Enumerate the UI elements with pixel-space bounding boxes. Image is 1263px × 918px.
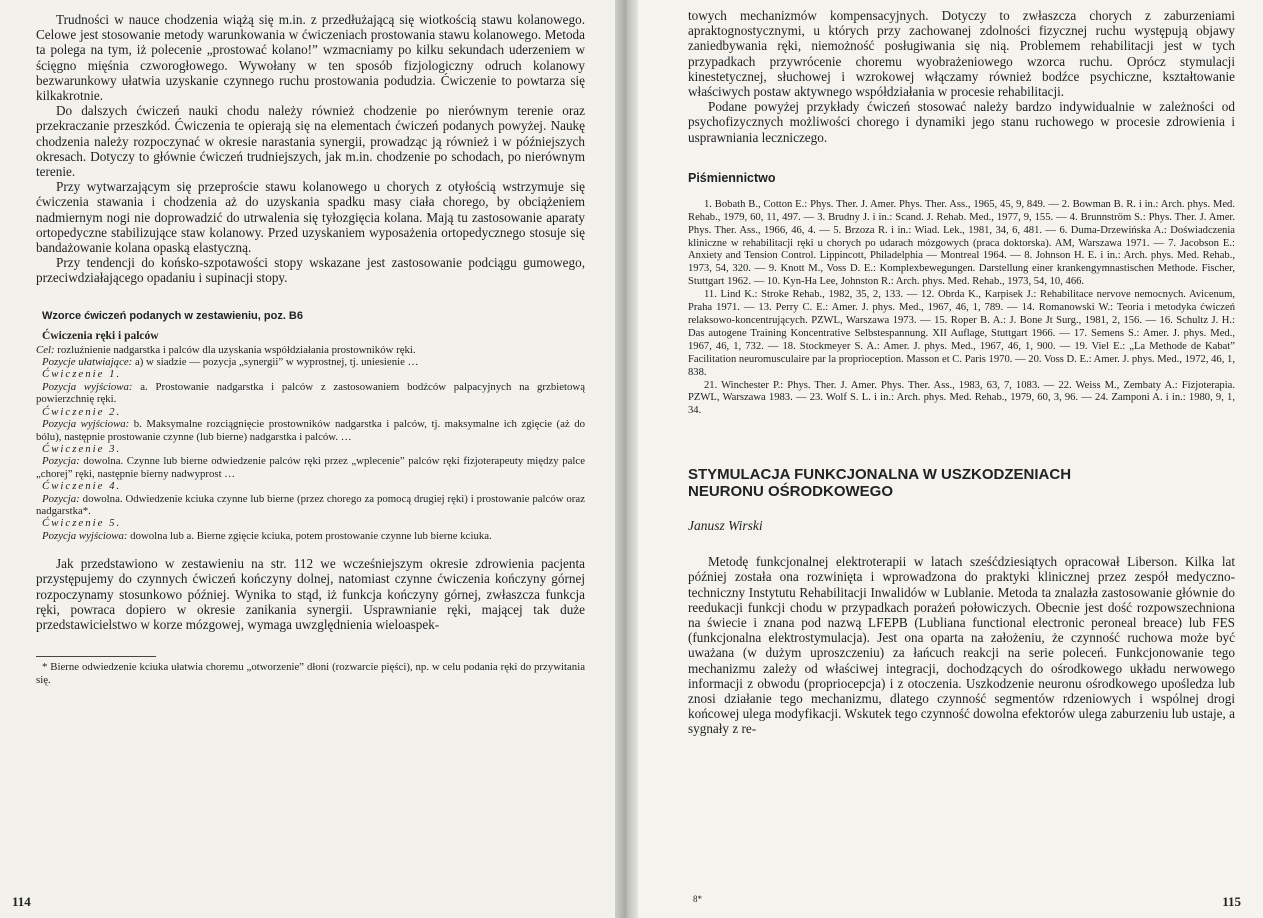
article-title-line: NEURONU OŚRODKOWEGO bbox=[688, 483, 894, 501]
text: dowolna. Odwiedzenie kciuka czynne lub bierne (przez chorego za pomocą drugiej ręki) i prostowanie palców oraz nadgarstka*. bbox=[36, 492, 585, 517]
label: Pozycja: bbox=[42, 492, 80, 505]
section-title: Wzorce ćwiczeń podanych w zestawieniu, poz. B6 bbox=[42, 309, 303, 322]
footnote: * Bierne odwiedzenie kciuka ułatwia choremu „otworzenie” dłoni (rozwarcie pięści), np. w celu podania ręki do przywitania się. bbox=[36, 661, 585, 686]
exercise-text bbox=[36, 381, 585, 406]
exercise-positions bbox=[36, 356, 585, 368]
exercise-text bbox=[36, 493, 585, 518]
paragraph: Podane powyżej przykłady ćwiczeń stosować należy bardzo indywidualnie w zależności od psychofizycznych możliwości chorego i dynamiki jego stanu ruchowego w procesie zdrowienia i usprawniania leczniczego. bbox=[688, 99, 1235, 145]
label: Pozycja: bbox=[42, 455, 80, 468]
paragraph: Przy tendencji do końsko-szpotawości stopy wskazane jest zastosowanie podciągu gumowego, przeciwdziałającego opadaniu i supinacji stopy. bbox=[36, 255, 585, 286]
paragraph: Jak przedstawiono w zestawieniu na str. 112 we wcześniejszym okresie zdrowienia pacjenta przystępujemy do czynnych ćwiczeń kończyny dolnej, natomiast czynne ćwiczenia kończyny górnej rozpoczynamy stosunkowo później. Wynika to stąd, iż funkcja kończyny górnej, zwłaszcza funkcja ręki, powraca dopiero w okresie zanikania synergii. Usprawnianie ręki, mającej tak duże przedstawicielstwo w korze mózgowej, wymaga uwzględnienia wieloaspek- bbox=[36, 556, 585, 632]
label: Pozycje ułatwiające: bbox=[42, 356, 133, 369]
text: dowolna. Czynne lub bierne odwiedzenie palców ręki przez „wplecenie” palców ręki fizjoterapeuty między palce „chorej” ręki, następnie bierny nadwyprost … bbox=[36, 455, 585, 480]
label: Pozycja wyjściowa: bbox=[42, 380, 133, 393]
paragraph: Do dalszych ćwiczeń nauki chodu należy również chodzenie po nierównym terenie oraz przekraczanie przeszkód. Ćwiczenia te opierają się na elementach ćwiczeń podanych powyżej. Naukę chodzenia należy rozpoczynać w okresie narastania synergii, prowadząc ją również i w późniejszych okresach. Dotyczy to głównie ćwiczeń trudniejszych, jak m.in. chodzenie po schodach, po nierównym terenie. bbox=[36, 103, 585, 180]
references-title: Piśmiennictwo bbox=[688, 170, 776, 185]
exercise-goal bbox=[36, 344, 585, 356]
text: dowolna lub a. Bierne zgięcie kciuka, potem prostowanie czynne lub bierne kciuka. bbox=[130, 529, 492, 542]
label: Cel: bbox=[36, 343, 55, 356]
exercise-heading bbox=[36, 443, 585, 455]
label: Ćwiczenie 4. bbox=[42, 480, 122, 493]
references: 1. Bobath B., Cotton E.: Phys. Ther. J. Amer. Phys. Ther. Ass., 1965, 45, 9, 849. — 2. Bowman B. R. i in.: Arch. phys. Med. Rehab., 1979, 60, 11, 497. — 3. Brudny J. i in.: Scand. J. Rehab. Med., 1977, 9, 155. — 4. Brunnström S.: Phys. Ther. J. Amer. Phys. Ther. Ass., 1966, 46, 4. — 5. Brzoza R. i in.: Wiad. Lek., 1981, 34, 6, 481. — 6. Duma-Drzewińska A.: Doświadczenia kliniczne w rehabilitacji ręki u chorych po udarach mózgowych (praca doktorska). AM, Warszawa 1971. — 7. Jacobson E.: Anxiety and Tension Control. Lippincott, Philadelphia — Montreal 1964. — 8. Johnson H. E. i in.: Arch. phys. Med. Rehab., 1973, 54, 320. — 9. Knott M., Voss D. E.: Komplexbewegungen. Darstellung einer krankengymnastischen Methode. Fischer, Stuttgart 1962. — 10. Kyn-Ha Lee, Johnston R.: Arch. phys. Med. Rehab., 1973, 54, 10, 466. bbox=[688, 198, 1235, 288]
label: Pozycja wyjściowa: bbox=[42, 529, 128, 542]
left-page bbox=[0, 0, 615, 918]
exercise-text bbox=[36, 418, 585, 443]
footnote-rule bbox=[36, 656, 156, 657]
article-title bbox=[688, 466, 1235, 500]
exercise-text bbox=[36, 530, 585, 542]
paragraph: Przy wytwarzającym się przeproście stawu kolanowego u chorych z otyłością wstrzymuje się ćwiczenia stawania i chodzenia aż do uzyskania spadku masy ciała chorego, by obciążeniem nadmiernym nogi nie doprowadzić do utrwalenia się tyłozgięcia kolana. Mają tu zastosowanie aparaty ortopedyczne stabilizujące staw kolanowy. Przed uzyskaniem wyposażenia ortopedycznego stosuje się bandażowanie kolana opaską elastyczną. bbox=[36, 179, 585, 256]
label: Ćwiczenie 1. bbox=[42, 368, 122, 381]
exercise-text bbox=[36, 455, 585, 480]
text: a) w siadzie — pozycja „synergii” w wyprostnej, tj. uniesienie … bbox=[134, 356, 419, 369]
references: 21. Winchester P.: Phys. Ther. J. Amer. Phys. Ther. Ass., 1983, 63, 7, 1083. — 22. Weiss M., Zembaty A.: Fizjoterapia. PZWL, Warszawa 1983. — 23. Wolf S. L. i in.: Arch. phys. Med. Rehab., 1979, 60, 3, 96. — 24. Zamponi A. i in.: 1980, 9, 1, 34. bbox=[688, 379, 1235, 417]
exercise-heading bbox=[36, 368, 585, 380]
label: Pozycja wyjściowa: bbox=[42, 418, 130, 431]
book-gutter bbox=[615, 0, 638, 918]
exercise-heading bbox=[36, 480, 585, 492]
label: Ćwiczenie 3. bbox=[42, 442, 122, 455]
right-page bbox=[638, 0, 1263, 918]
author: Janusz Wirski bbox=[688, 518, 763, 534]
article-title-line: STYMULACJA FUNKCJONALNA W USZKODZENIACH bbox=[688, 466, 1072, 484]
text: a. Prostowanie nadgarstka i palców z zastosowaniem bodźców palpacyjnych na grzbietową powierzchnię ręki. bbox=[36, 380, 585, 406]
exercise-heading bbox=[36, 517, 585, 529]
paragraph: Trudności w nauce chodzenia wiążą się m.in. z przedłużającą się wiotkością stawu kolanowego. Celowe jest stosowanie metody warunkowania w ćwiczeniach prostowania stawu kolanowego. Metoda ta polega na tym, iż polecenie „prostować kolano!” wzmacniamy po kilku sekundach uderzeniem w ścięgno mięśnia czworogłowego. Wywołany w ten sposób fizjologiczny odruch kolanowy bezwarunkowy ułatwia uzyskanie czynnego ruchu prostowania podudzia. Ćwiczenie to powtarza się kilkakrotnie. bbox=[36, 12, 585, 104]
sheet-marker: 8* bbox=[693, 894, 702, 904]
paragraph: Metodę funkcjonalnej elektroterapii w latach sześćdziesiątych opracował Liberson. Kilka lat później została ona rozwinięta i wprowadzona do praktyki klinicznej przez zespół medyczno-techniczny Instytutu Rehabilitacji Inwalidów w Lublanie. Metoda ta znalazła zastosowanie głównie do reedukacji funkcji chodu w przypadkach porażeń połowiczych. Obecnie jest dość rozpowszechniona na świecie i znana pod nazwą LFEPB (Lubliana functional electronic peroneal breace) lub FES (funkcjonalna elektrostymulacja). Jest ona oparta na założeniu, że czynność ruchowa może być uważana (w dużym uproszczeniu) za łańcuch reakcji na serie poleceń. Funkcjonowanie tego mechanizmu zależy od właściwej integracji, dochodzących do ośrodkowego układu nerwowego informacji z obwodu (propriocepcja) i z otoczenia. Uszkodzenie neuronu ośrodkowego upośledza lub znosi działanie tego mechanizmu, dlatego czynność segmentów rdzeniowych i wspólnej drogi końcowej ulega modyfikacji. Wskutek tego czynność dowolna efektorów ulega zaburzeniu lub ustaje, a sygnały z re- bbox=[688, 554, 1235, 737]
references: 11. Lind K.: Stroke Rehab., 1982, 35, 2, 133. — 12. Obrda K., Karpisek J.: Rehabilitace nervove nemocnych. Avicenum, Praha 1971. — 13. Perry C. E.: Amer. J. phys. Med., 1967, 46, 1, 789. — 14. Romanowski W.: Teoria i metodyka ćwiczeń relaksowo-koncentrujących. PZWL, Warszawa 1973. — 15. Roper B. A.: J. Bone Jt Surg., 1981, 2, 156. — 16. Schultz J. H.: Das autogene Training Koncentrative Selbstespannung. XII Auflage, Stuttgart 1966. — 17. Semens S.: Amer. J. phys. Med., 1967, 46, 1, 732. — 18. Stockmeyer S. A.: Amer. J. phys. Med., 1967, 46, 1, 900. — 19. Viel E.: „La Methode de Kabat” Facilitation neuromusculaire par la proprioception. Masson et C. Paris 1970. — 20. Voss D. E.: Amer. J. phys. Med., 1972, 46, 1, 838. bbox=[688, 289, 1235, 378]
text: b. Maksymalne rozciągnięcie prostowników nadgarstka i palców, tj. maksymalne ich zgięcie (aż do bólu), następnie prostowanie czynne (lub bierne) nadgarstka i palców. … bbox=[36, 418, 585, 443]
label: Ćwiczenie 5. bbox=[42, 517, 122, 530]
page-number: 115 bbox=[1222, 894, 1241, 909]
paragraph: towych mechanizmów kompensacyjnych. Dotyczy to zwłaszcza chorych z zaburzeniami apraktognostycznymi, u których przy zachowanej zdolności fizycznej ruchu występują objawy zaniedbywania ręki, niemożność posługiwania się nią. Problemem rehabilitacji jest w tych przypadkach przywrócenie choremu wyobrażeniowego wzorca ruchu. Oprócz stymulacji kinestetycznej, słuchowej i wzrokowej włączamy również bodźce psychiczne, kształtowanie właściwych postaw aktywnego współdziałania w procesie rehabilitacji. bbox=[688, 8, 1235, 100]
text: rozluźnienie nadgarstka i palców dla uzyskania współdziałania prostowników ręki. bbox=[57, 343, 416, 356]
page-number: 114 bbox=[12, 894, 31, 909]
subsection-title: Ćwiczenia ręki i palców bbox=[42, 329, 159, 342]
exercise-heading bbox=[36, 406, 585, 418]
label: Ćwiczenie 2. bbox=[42, 405, 122, 418]
